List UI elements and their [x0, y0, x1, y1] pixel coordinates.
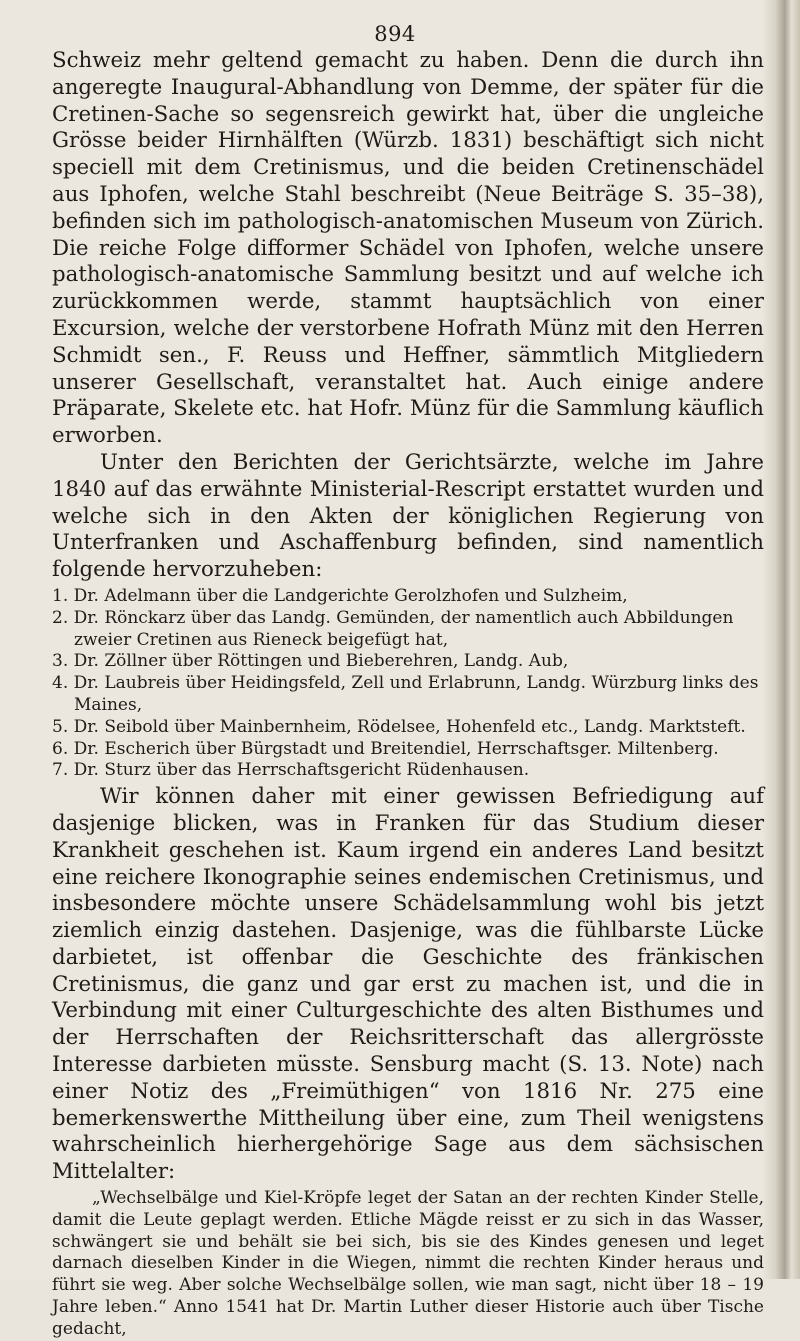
list-item: 5. Dr. Seibold über Mainbernheim, Rödelsee, Hohenfeld etc., Landg. Marktsteft.	[52, 716, 746, 737]
page-body	[52, 48, 764, 1341]
list-item: 3. Dr. Zöllner über Röttingen und Bieberehren, Landg. Aub,	[52, 651, 569, 672]
list-item: 4. Dr. Laubreis über Heidingsfeld, Zell und Erlabrunn, Landg. Würzburg links des Maines,	[52, 673, 759, 715]
list-item: 6. Dr. Escherich über Bürgstadt und Breitendiel, Herrschaftsger. Miltenberg.	[52, 738, 719, 759]
list-item: 1. Dr. Adelmann über die Landgerichte Gerolzhofen und Sulzheim,	[52, 585, 628, 606]
paragraph-1: Schweiz mehr geltend gemacht zu haben. Denn die durch ihn angeregte Inaugural-Abhandlung von Demme, der später für die Cretinen-Sache so segensreich gewirkt hat, über die ungleiche Grösse beider Hirnhälften (Würzb. 1831) beschäftigt sich nicht speciell mit dem Cretinismus, und die beiden Cretinenschädel aus Iphofen, welche Stahl beschreibt (Neue Beiträge S. 35–38), befinden sich im pathologisch-anatomischen Museum von Zürich. Die reiche Folge difformer Schädel von Iphofen, welche unsere pathologisch-anatomische Sammlung besitzt und auf welche ich zurückkommen werde, stammt hauptsächlich von einer Excursion, welche der verstorbene Hofrath Münz mit den Herren Schmidt sen., F. Reuss und Heffner, sämmtlich Mitgliedern unserer Gesellschaft, veranstaltet hat. Auch einige andere Präparate, Skelete etc. hat Hofr. Münz für die Sammlung käuflich erworben.	[52, 48, 764, 449]
page-number: 894	[374, 22, 416, 46]
paragraph-2: Unter den Berichten der Gerichtsärzte, welche im Jahre 1840 auf das erwähnte Ministerial-Rescript erstattet wurden und welche sich in den Akten der königlichen Regierung von Unterfranken und Aschaffenburg befinden, sind namentlich folgende hervorzuheben:	[52, 449, 764, 583]
quoted-passage: „Wechselbälge und Kiel-Kröpfe leget der Satan an der rechten Kinder Stelle, damit die Leute geplagt werden. Etliche Mägde reisst er zu sich in das Wasser, schwängert sie und behält sie bei sich, bis sie des Kindes genesen und leget darnach dieselben Kinder in die Wiegen, nimmt die rechten Kinder heraus und führt sie weg. Aber solche Wechselbälge sollen, wie man sagt, nicht über 18 – 19 Jahre leben.“ Anno 1541 hat Dr. Martin Luther dieser Historie auch über Tische gedacht,	[52, 1188, 764, 1339]
list-item: 2. Dr. Rönckarz über das Landg. Gemünden, der namentlich auch Abbildungen zweier Cretinen aus Rieneck beigefügt hat,	[52, 607, 734, 650]
list-item: 7. Dr. Sturz über das Herrschaftsgericht Rüdenhausen.	[52, 760, 530, 781]
page-binding-edge	[762, 0, 800, 1279]
paragraph-3: Wir können daher mit einer gewissen Befriedigung auf dasjenige blicken, was in Franken für das Studium dieser Krankheit geschehen ist. Kaum irgend ein anderes Land besitzt eine reichere Ikonographie seines endemischen Cretinismus, und insbesondere möchte unsere Schädelsammlung wohl bis jetzt ziemlich einzig dastehen. Dasjenige, was die fühlbarste Lücke darbietet, ist offenbar die Geschichte des fränkischen Cretinismus, die ganz und gar erst zu machen ist, und die in Verbindung mit einer Culturgeschichte des alten Bisthumes und der Herrschaften der Reichsritterschaft das allergrösste Interesse darbieten müsste. Sensburg macht (S. 13. Note) nach einer Notiz des „Freimüthigen“ von 1816 Nr. 275 eine bemerkenswerthe Mittheilung über eine, zum Theil wenigstens wahrscheinlich hierhergehörige Sage aus dem sächsischen Mittelalter:	[52, 784, 764, 1185]
reports-list	[52, 586, 764, 782]
